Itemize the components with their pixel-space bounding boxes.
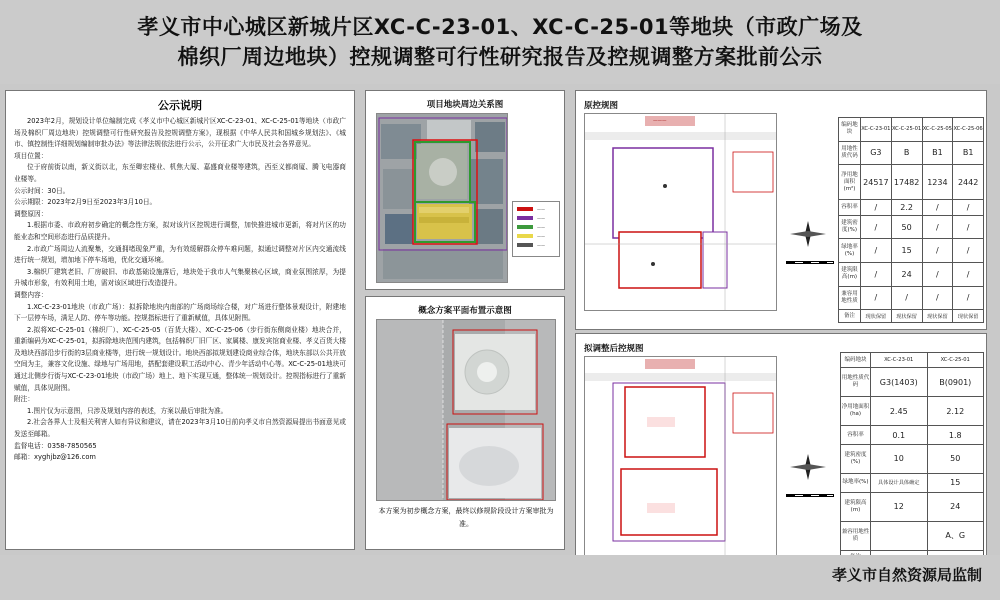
adjusted-table-cell: G3(1403)	[871, 368, 928, 397]
original-table-cell: G3	[861, 141, 892, 165]
original-table-cell: 17482	[891, 165, 922, 200]
period-label: 公示时间：30日。	[14, 186, 70, 195]
surroundings-panel	[365, 90, 565, 290]
original-table-row	[839, 215, 984, 239]
adjusted-table-row	[841, 473, 984, 492]
original-table-row-label: 备注	[839, 310, 861, 323]
original-table-cell: 24517	[861, 165, 892, 200]
adjusted-table-row-label: 用地性质代码	[841, 368, 871, 397]
original-table-cell: 24	[891, 263, 922, 287]
adjusted-table-cell: 具体设计具体确定	[871, 473, 928, 492]
adjusted-scalebar	[786, 494, 834, 497]
original-table-row-label: 净用地面积(m²)	[839, 165, 861, 200]
original-table-cell: 现状保留	[953, 310, 984, 323]
adjusted-table-cell: 2.45	[871, 397, 928, 426]
original-table-cell: /	[861, 239, 892, 263]
original-table-cell: B1	[922, 141, 953, 165]
original-table-row	[839, 263, 984, 287]
original-table-cell: /	[922, 215, 953, 239]
adjusted-table-header-cell: XC-C-23-01	[871, 353, 928, 368]
original-table-row	[839, 199, 984, 215]
adjusted-table-row	[841, 425, 984, 444]
adjusted-table-header-cell: XC-C-25-01	[927, 353, 984, 368]
content-1: 1.XC-C-23-01地块（市政广场）：拟拆除地块内南部的广场商场综合楼，对广场进行整体景观设计，附建地下一层停车场，满足人防、停车等功能。控规指标进行了重新赋值，具体见附图。	[14, 302, 346, 323]
original-plan-panel	[575, 90, 987, 330]
adjusted-plan-panel	[575, 333, 987, 571]
original-table-header-cell: XC-C-23-01	[861, 118, 892, 142]
content-label: 调整内容：	[14, 290, 48, 299]
notice-heading: 公示说明	[158, 99, 202, 112]
adjusted-table-cell: B(0901)	[927, 368, 984, 397]
original-table-cell: 现状保留	[861, 310, 892, 323]
title-line-1: 孝义市中心城区新城片区XC-C-23-01、XC-C-25-01等地块（市政广场及	[137, 15, 863, 39]
date-label: 公示期限：2023年2月9日至2023年3月10日。	[14, 198, 157, 207]
note-2: 2.社会各界人士及相关利害人如有异议和建议，请在2023年3月10日前向孝义市自然资源局提出书面意见或发送至邮箱。	[14, 418, 346, 439]
adjusted-table-row-label: 容积率	[841, 425, 871, 444]
adjusted-table-row	[841, 397, 984, 426]
original-params-table	[838, 117, 984, 323]
adjusted-table-cell: 15	[927, 473, 984, 492]
notice-body	[14, 116, 346, 464]
original-params-body	[839, 118, 984, 323]
concept-title: 概念方案平面布置示意图	[418, 306, 512, 316]
board-title	[0, 0, 1000, 84]
original-table-cell: 2.2	[891, 199, 922, 215]
original-table-cell: /	[861, 286, 892, 310]
note-label: 附注：	[14, 395, 35, 404]
original-table-cell: /	[922, 286, 953, 310]
original-table-cell: 50	[891, 215, 922, 239]
original-table-row-label: 兼容用地性质	[839, 286, 861, 310]
original-table-row-label: 容积率	[839, 199, 861, 215]
concept-panel	[365, 296, 565, 550]
surroundings-map	[376, 113, 508, 283]
original-table-row	[839, 141, 984, 165]
original-table-cell: 现状保留	[922, 310, 953, 323]
adjusted-table-cell: 12	[871, 493, 928, 522]
note-1: 1.图片仅为示意图，只涉及规划内容的表述，方案以最后审批为准。	[27, 406, 228, 415]
original-table-row-label: 绿地率(%)	[839, 239, 861, 263]
original-table-cell: /	[891, 286, 922, 310]
original-table-row	[839, 286, 984, 310]
original-plan-drawing	[585, 114, 777, 311]
surroundings-legend: —— —— —— —— ——	[512, 201, 560, 257]
original-table-cell: 现状保留	[891, 310, 922, 323]
adjusted-table-row-label: 绿地率(%)	[841, 473, 871, 492]
original-table-cell: /	[953, 215, 984, 239]
original-table-cell: B1	[953, 141, 984, 165]
original-table-cell: 15	[891, 239, 922, 263]
adjusted-table-row	[841, 445, 984, 474]
original-table-row-label: 建筑限高(m)	[839, 263, 861, 287]
adjusted-table-cell: 10	[871, 445, 928, 474]
adjusted-table-cell	[871, 521, 928, 550]
original-plan-title: 原控规图	[584, 101, 619, 111]
original-scalebar	[786, 261, 834, 264]
adjusted-table-row-label: 净用地面积(ha)	[841, 397, 871, 426]
adjusted-table-row	[841, 493, 984, 522]
original-table-header-cell: XC-C-25-01	[891, 118, 922, 142]
reason-1: 1.根据市委、市政府初步确定的概念性方案，拟对该片区控规进行调整，加快推进城市更新，将对片区的功能业态和空间形态进行品质提升。	[14, 221, 346, 241]
concept-plan-image	[376, 319, 556, 501]
location-label: 项目位置：	[14, 151, 48, 160]
adjusted-table-header-row	[841, 353, 984, 368]
supervision-phone: 监督电话：0358-7850565	[14, 441, 97, 450]
adjusted-plan-drawing	[585, 357, 777, 556]
original-table-row	[839, 239, 984, 263]
original-map-road-label: ———	[653, 119, 667, 124]
concept-plan-drawing	[377, 320, 556, 501]
title-line-2: 棉织厂周边地块）控规调整可行性研究报告及控规调整方案批前公示	[177, 45, 823, 69]
adjusted-table-cell: 2.12	[927, 397, 984, 426]
adjusted-table-cell: A、G	[927, 521, 984, 550]
original-table-header-cell: XC-C-25-06	[953, 118, 984, 142]
original-table-cell: 2442	[953, 165, 984, 200]
original-table-row	[839, 165, 984, 200]
adjusted-table-cell: 0.1	[871, 425, 928, 444]
original-table-cell: B	[891, 141, 922, 165]
location-text: 位于府前街以南，新义街以北，东至卿宏楼业、机焦大厦、嘉盛商业楼等建筑，西至义都商厦、腾飞电器商业楼等。	[14, 163, 346, 183]
original-table-cell: /	[953, 286, 984, 310]
contact-email[interactable]: 邮箱：xyghjbz@126.com	[14, 453, 96, 462]
reason-3: 3.棉织厂建筑老旧、厂房破旧、市政基础设施落后，地块处于我市人气集聚核心区域，商业氛围浓厚，为提升城市形象，有效利用土地，需对该区域进行改造提升。	[14, 267, 346, 288]
adjusted-compass-icon	[788, 452, 828, 486]
original-table-cell: /	[861, 215, 892, 239]
original-table-header-cell: 编码地块	[839, 118, 861, 142]
surroundings-aerial-image	[377, 114, 508, 283]
original-table-cell: /	[953, 263, 984, 287]
notice-intro: 2023年2月，规划设计单位编制完成《孝义市中心城区新城片区XC-C-23-01、XC-C-25-01等地块（市政广场及棉织厂周边地块）控规调整可行性研究报告及控规调整方案》，现根据《中华人民共和国城乡规划法》、《城市、镇控制性详细规划编制审批办法》等法律法规依法进行公示，公开征求广大市民及社会各界意见。	[14, 117, 346, 149]
original-table-row-label: 用地性质代码	[839, 141, 861, 165]
original-table-cell: /	[861, 263, 892, 287]
content-2: 2.拟将XC-C-25-01（棉织厂）、XC-C-25-05（百货大楼）、XC-C-25-06（步行街东侧商业楼）地块合并，重新编码为XC-C-25-01，拟拆除地块范围内建筑，包括棉织厂旧厂区、家属楼、康发宾馆商业楼、孝义百货大楼及地块西部沿步行街的3层商业楼等，进行统一规划设计。地块西部拟规划建设商业综合体，地块东部以公共开放空间为主，兼容文化设施、绿地与广场用地，搭配套建设职工活动中心、青少年活动中心等。XC-C-25-01地块可通过北侧步行街与XC-C-23-01地块（市政广场）地上、地下实现互通，整体统一规划设计。控规指标进行了重新赋值，具体见附图。	[14, 325, 346, 392]
adjusted-params-body	[841, 353, 984, 566]
original-table-row	[839, 310, 984, 323]
adjusted-table-row	[841, 521, 984, 550]
original-table-header-row	[839, 118, 984, 142]
adjusted-plan-title: 拟调整后控规图	[584, 344, 644, 354]
adjusted-table-cell: 24	[927, 493, 984, 522]
footer-issuer: 孝义市自然资源局监制	[831, 566, 982, 584]
notice-panel	[5, 90, 355, 550]
reason-label: 调整原因：	[14, 209, 48, 218]
original-table-cell: /	[922, 263, 953, 287]
original-table-cell: /	[922, 239, 953, 263]
original-table-cell: /	[922, 199, 953, 215]
adjusted-table-row-label: 建筑密度(%)	[841, 445, 871, 474]
original-table-row-label: 建筑密度(%)	[839, 215, 861, 239]
surroundings-title: 项目地块周边关系图	[426, 100, 504, 110]
adjusted-plan-map	[584, 356, 777, 556]
original-table-cell: /	[861, 199, 892, 215]
original-plan-map	[584, 113, 777, 311]
adjusted-table-row-label: 建筑限高(m)	[841, 493, 871, 522]
original-table-header-cell: XC-C-25-05	[922, 118, 953, 142]
adjusted-table-header-cell: 编码地块	[841, 353, 871, 368]
adjusted-table-row	[841, 368, 984, 397]
adjusted-table-cell: 1.8	[927, 425, 984, 444]
original-compass-icon	[788, 219, 828, 253]
adjusted-table-row-label: 兼容用地性质	[841, 521, 871, 550]
adjusted-table-cell: 50	[927, 445, 984, 474]
original-table-cell: 1234	[922, 165, 953, 200]
adjusted-params-table	[840, 352, 984, 566]
original-table-cell: /	[953, 199, 984, 215]
reason-2: 2.市政广场周边人流聚集，交通拥堵现象严重，为有效缓解群众停车难问题，拟通过调整对片区内交通流线进行统一规划，增加地下停车场地，优化交通环境。	[14, 244, 346, 265]
original-table-cell: /	[953, 239, 984, 263]
concept-caption: 本方案为初步概念方案，最终以修规阶段设计方案审批为准。	[378, 507, 554, 528]
